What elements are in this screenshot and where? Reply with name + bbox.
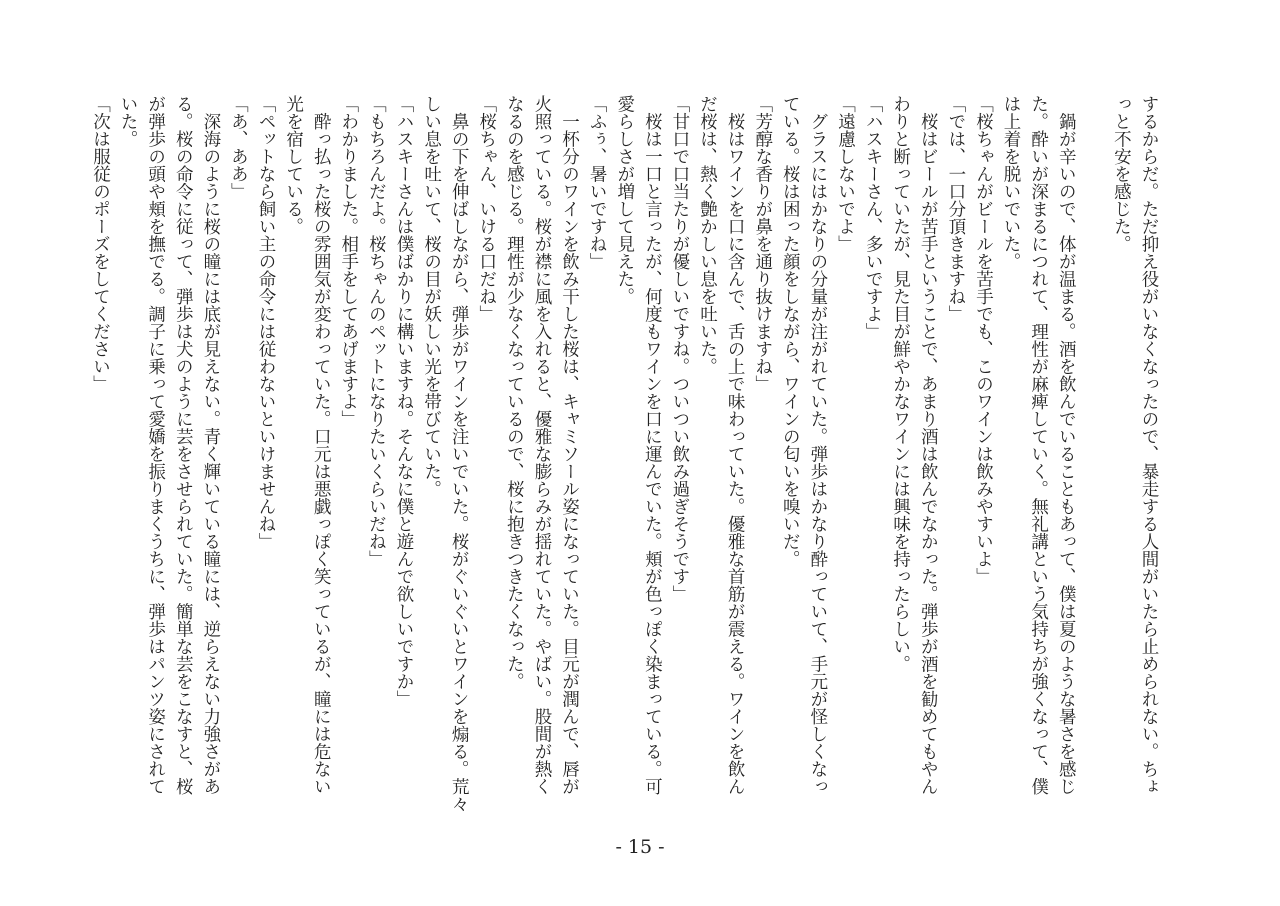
text-line: 愛らしさが増して見えた。 [614, 95, 635, 305]
text-line: 深海のように桜の瞳には底が見えない。青く輝いている瞳には、逆らえない力強さがあ [200, 95, 221, 795]
text-line: っと不安を感じた。 [1111, 95, 1132, 253]
text-line: 「もちろんだよ。桜ちゃんのペットになりたいくらいだね」 [366, 95, 387, 568]
text-line: 桜はワインを口に含んで、舌の上で味わっていた。優雅な首筋が震える。ワインを飲ん [725, 95, 746, 795]
text-line: だ桜は、熱く艶かしい息を吐いた。 [697, 95, 718, 375]
text-line: 鍋が辛いので、体が温まる。酒を飲んでいることもあって、僕は夏のような暑さを感じ [1056, 95, 1077, 795]
text-line: 酔っ払った桜の雰囲気が変わっていた。口元は悪戯っぽく笑っているが、瞳には危ない [311, 95, 332, 795]
text-line: 「ハスキーさん、多いですよ」 [863, 95, 884, 340]
text-line: 「次は服従のポーズをしてください」 [90, 95, 111, 393]
text-line: 「桜ちゃんがビールを苦手でも、このワインは飲みやすいよ」 [973, 95, 994, 585]
text-line [1079, 95, 1107, 820]
text-line: る。桜の命令に従って、弾歩は犬のように芸をさせられていた。簡単な芸をこなすと、桜 [173, 95, 194, 795]
text-line: 「ハスキーさんは僕ばかりに構いますね。そんなに僕と遊んで欲しいですか」 [393, 95, 414, 708]
text-line: 光を宿している。 [283, 95, 304, 235]
text-line: 「わかりました。相手をしてあげますよ」 [338, 95, 359, 428]
text-line: 桜はビールが苦手ということで、あまり酒は飲んでなかった。弾歩が酒を勧めてもやん [918, 95, 939, 795]
page-number: - 15 - [615, 836, 665, 858]
text-line: しい息を吐いて、桜の目が妖しい光を帯びていた。 [421, 95, 442, 498]
text-line: 「ペットなら飼い主の命令には従わないといけませんね」 [256, 95, 276, 550]
text-line: 火照っている。桜が襟に風を入れると、優雅な膨らみが揺れていた。やばい。股間が熱く [531, 95, 552, 795]
text-line: なるのを感じる。理性が少なくなっているので、桜に抱きつきたくなった。 [504, 95, 525, 690]
text-line: 鼻の下を伸ばしながら、弾歩がワインを注いでいた。桜がぐいぐいとワインを煽る。荒々 [449, 95, 470, 813]
text-line: するからだ。ただ抑え役がいなくなったので、暴走する人間がいたら止められない。ちょ [1139, 95, 1159, 795]
text-line: が弾歩の頭や頬を撫でる。調子に乗って愛嬌を振りまくうちに、弾歩はパンツ姿にされて [145, 95, 166, 795]
text-line: は上着を脱いでいた。 [1001, 95, 1022, 270]
text-line: 「芳醇な香りが鼻を通り抜けますね」 [752, 95, 773, 393]
text-line: た。酔いが深まるにつれて、理性が麻痺していく。無礼講という気持ちが強くなって、僕 [1028, 95, 1049, 795]
text-line: いた。 [118, 95, 139, 148]
vertical-text-body [86, 95, 1162, 820]
text-line: ている。桜は困った顔をしながら、ワインの匂いを嗅いだ。 [780, 95, 801, 568]
text-line: 桜は一口と言ったが、何度もワインを口に運んでいた。頬が色っぽく染まっている。可 [642, 95, 663, 795]
text-line: 「ふぅ、暑いですね」 [587, 95, 608, 270]
text-line: グラスにはかなりの分量が注がれていた。弾歩はかなり酔っていて、手元が怪しくなっ [807, 95, 828, 795]
text-line: 「桜ちゃん、いける口だね」 [476, 95, 497, 323]
text-line: 一杯分のワインを飲み干した桜は、キャミソール姿になっていた。目元が潤んで、唇が [559, 95, 580, 795]
text-line: 「甘口で口当たりが優しいですね。ついつい飲み過ぎそうです」 [669, 95, 690, 603]
text-line: わりと断っていたが、見た目が鮮やかなワインには興味を持ったらしい。 [890, 95, 911, 673]
text-line: 「あ、ああ」 [228, 95, 249, 200]
text-line: 「では、一口分頂きますね」 [945, 95, 966, 323]
text-line: 「遠慮しないでよ」 [835, 95, 856, 253]
